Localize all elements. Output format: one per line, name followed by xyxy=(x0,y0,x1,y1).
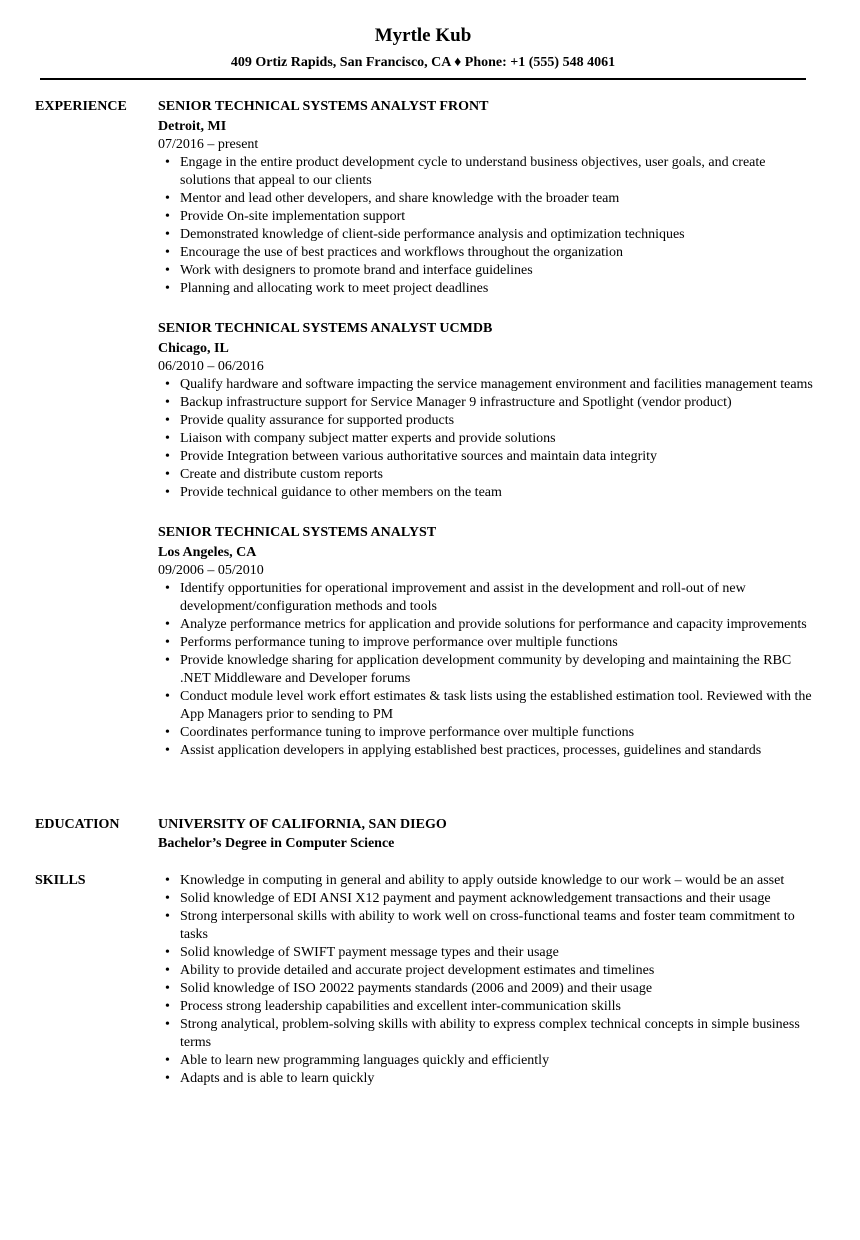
bullet-item: • Liaison with company subject matter experts and provide solutions xyxy=(158,430,815,448)
bullet-item: • Provide technical guidance to other members on the team xyxy=(158,484,815,502)
job-bullets xyxy=(158,376,815,502)
bullet-item: • Provide quality assurance for supported products xyxy=(158,412,815,430)
job-location: Los Angeles, CA xyxy=(158,545,257,560)
bullet-item: • Provide knowledge sharing for application development community by developing and maintaining the RBC .NET Middleware and Developer forums xyxy=(158,652,815,688)
bullet-item: • Encourage the use of best practices and workflows throughout the organization xyxy=(158,244,815,262)
job-location: Chicago, IL xyxy=(158,341,229,356)
skill-item: • Strong analytical, problem-solving skills with ability to express complex technical concepts in simple business terms xyxy=(158,1016,815,1052)
job-title: SENIOR TECHNICAL SYSTEMS ANALYST xyxy=(158,525,437,540)
bullet-item: • Demonstrated knowledge of client-side performance analysis and optimization techniques xyxy=(158,226,815,244)
job-bullets xyxy=(158,580,815,760)
job-title: SENIOR TECHNICAL SYSTEMS ANALYST UCMDB xyxy=(158,321,493,336)
skill-item: • Solid knowledge of SWIFT payment message types and their usage xyxy=(158,944,815,962)
education-school: UNIVERSITY OF CALIFORNIA, SAN DIEGO xyxy=(158,817,447,832)
job-location: Detroit, MI xyxy=(158,119,227,134)
job-dates: 07/2016 – present xyxy=(158,137,259,152)
section-title-education: EDUCATION xyxy=(35,817,120,832)
job-entry xyxy=(158,98,815,298)
job-bullets xyxy=(158,154,815,298)
skill-item: • Solid knowledge of ISO 20022 payments standards (2006 and 2009) and their usage xyxy=(158,980,815,998)
job-title: SENIOR TECHNICAL SYSTEMS ANALYST FRONT xyxy=(158,99,489,114)
bullet-item: • Create and distribute custom reports xyxy=(158,466,815,484)
bullet-item: • Planning and allocating work to meet project deadlines xyxy=(158,280,815,298)
candidate-name: Myrtle Kub xyxy=(374,25,472,46)
bullet-item: • Coordinates performance tuning to improve performance over multiple functions xyxy=(158,724,815,742)
bullet-item: • Performs performance tuning to improve performance over multiple functions xyxy=(158,634,815,652)
job-entry xyxy=(158,320,815,502)
contact-line: 409 Ortiz Rapids, San Francisco, CA ♦ Phone: +1 (555) 548 4061 xyxy=(230,55,616,70)
bullet-item: • Backup infrastructure support for Service Manager 9 infrastructure and Spotlight (vendor product) xyxy=(158,394,815,412)
skill-item: • Strong interpersonal skills with ability to work well on cross-functional teams and foster team commitment to tasks xyxy=(158,908,815,944)
resume-header xyxy=(40,24,806,72)
skills-list xyxy=(158,872,815,1088)
education-degree: Bachelor’s Degree in Computer Science xyxy=(158,836,395,851)
bullet-item: • Analyze performance metrics for application and provide solutions for performance and capacity improvements xyxy=(158,616,815,634)
header-divider xyxy=(40,78,806,80)
bullet-item: • Identify opportunities for operational improvement and assist in the development and roll-out of new development/configuration methods and tools xyxy=(158,580,815,616)
bullet-item: • Conduct module level work effort estimates & task lists using the established estimation tool. Reviewed with the App Managers prior to sending to PM xyxy=(158,688,815,724)
job-dates: 06/2010 – 06/2016 xyxy=(158,359,264,374)
skill-item: • Process strong leadership capabilities and excellent inter-communication skills xyxy=(158,998,815,1016)
job-dates: 09/2006 – 05/2010 xyxy=(158,563,264,578)
skill-item: • Able to learn new programming languages quickly and efficiently xyxy=(158,1052,815,1070)
bullet-item: • Qualify hardware and software impacting the service management environment and facilities management teams xyxy=(158,376,815,394)
skill-item: • Adapts and is able to learn quickly xyxy=(158,1070,815,1088)
bullet-item: • Provide On-site implementation support xyxy=(158,208,815,226)
bullet-item: • Mentor and lead other developers, and share knowledge with the broader team xyxy=(158,190,815,208)
section-title-skills: SKILLS xyxy=(35,873,86,888)
skill-item: • Knowledge in computing in general and ability to apply outside knowledge to our work – would be an asset xyxy=(158,872,815,890)
section-title-experience: EXPERIENCE xyxy=(35,99,127,114)
bullet-item: • Work with designers to promote brand and interface guidelines xyxy=(158,262,815,280)
bullet-item: • Assist application developers in applying established best practices, processes, guidelines and standards xyxy=(158,742,815,760)
skill-item: • Ability to provide detailed and accurate project development estimates and timelines xyxy=(158,962,815,980)
skill-item: • Solid knowledge of EDI ANSI X12 payment and payment acknowledgement transactions and their usage xyxy=(158,890,815,908)
bullet-item: • Provide Integration between various authoritative sources and maintain data integrity xyxy=(158,448,815,466)
bullet-item: • Engage in the entire product development cycle to understand business objectives, user goals, and create solutions that appeal to our clients xyxy=(158,154,815,190)
job-entry xyxy=(158,524,815,760)
